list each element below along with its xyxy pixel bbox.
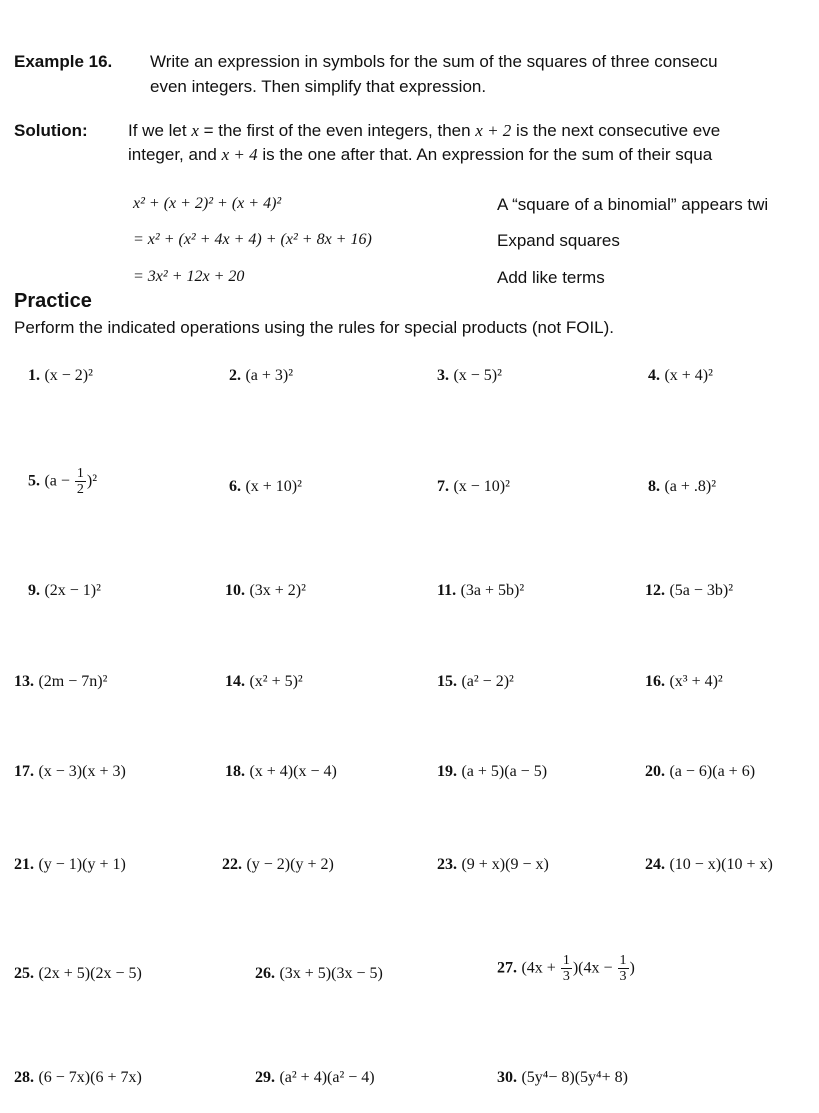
problem-12: 12. (5a − 3b)² (645, 582, 734, 599)
solution-text-line-2: integer, and x + 4 is the one after that. An expression for the sum of their squa (128, 145, 713, 164)
problem-22: 22. (y − 2)(y + 2) (222, 856, 334, 873)
example-label: Example 16. (14, 52, 113, 71)
step-note-3: Add like terms (497, 268, 605, 287)
problem-7: 7. (x − 10)² (437, 478, 510, 495)
step-note-2: Expand squares (497, 231, 620, 250)
problem-6: 6. (x + 10)² (229, 478, 302, 495)
solution-label: Solution: (14, 121, 88, 140)
example-text-line-1: Write an expression in symbols for the sum of the squares of three consecu (150, 52, 718, 71)
problem-15: 15. (a² − 2)² (437, 673, 514, 690)
problem-21: 21. (y − 1)(y + 1) (14, 856, 126, 873)
problem-20: 20. (a − 6)(a + 6) (645, 763, 756, 780)
problem-30: 30. (5y⁴− 8)(5y⁴+ 8) (497, 1069, 628, 1086)
problem-23: 23. (9 + x)(9 − x) (437, 856, 549, 873)
problem-25: 25. (2x + 5)(2x − 5) (14, 965, 142, 982)
practice-instructions: Perform the indicated operations using the rules for special products (not FOIL). (14, 318, 615, 337)
problem-17: 17. (x − 3)(x + 3) (14, 763, 126, 780)
problem-27: 27. (4x + $\frac{1}{3}$ )(4x − $\frac{1}{3}$ ) (497, 953, 635, 984)
problem-28: 28. (6 − 7x)(6 + 7x) (14, 1069, 142, 1086)
step-note-1: A “square of a binomial” appears twi (497, 195, 769, 214)
problem-29: 29. (a² + 4)(a² − 4) (255, 1069, 375, 1086)
problem-10: 10. (3x + 2)² (225, 582, 306, 599)
problem-8: 8. (a + .8)² (648, 478, 717, 495)
step-expression-2: = x² + (x² + 4x + 4) + (x² + 8x + 16) (133, 231, 372, 248)
problem-5: 5. (a − $\frac{1}{2}$ )² (28, 466, 98, 497)
problem-18: 18. (x + 4)(x − 4) (225, 763, 337, 780)
problem-2: 2. (a + 3)² (229, 367, 294, 384)
problem-24: 24. (10 − x)(10 + x) (645, 856, 773, 873)
example-text-line-2: even integers. Then simplify that expression. (150, 77, 487, 96)
problem-4: 4. (x + 4)² (648, 367, 713, 384)
problem-16: 16. (x³ + 4)² (645, 673, 723, 690)
step-expression-1: x² + (x + 2)² + (x + 4)² (133, 195, 282, 212)
problem-14: 14. (x² + 5)² (225, 673, 303, 690)
problem-19: 19. (a + 5)(a − 5) (437, 763, 548, 780)
problem-11: 11. (3a + 5b)² (437, 582, 525, 599)
problem-13: 13. (2m − 7n)² (14, 673, 108, 690)
problem-3: 3. (x − 5)² (437, 367, 502, 384)
problem-1: 1. (x − 2)² (28, 367, 93, 384)
problem-9: 9. (2x − 1)² (28, 582, 101, 599)
solution-text-line-1: If we let x = the first of the even integers, then x + 2 is the next consecutive eve (128, 121, 721, 140)
practice-heading: Practice (14, 290, 92, 312)
problem-26: 26. (3x + 5)(3x − 5) (255, 965, 383, 982)
step-expression-3: = 3x² + 12x + 20 (133, 268, 245, 285)
